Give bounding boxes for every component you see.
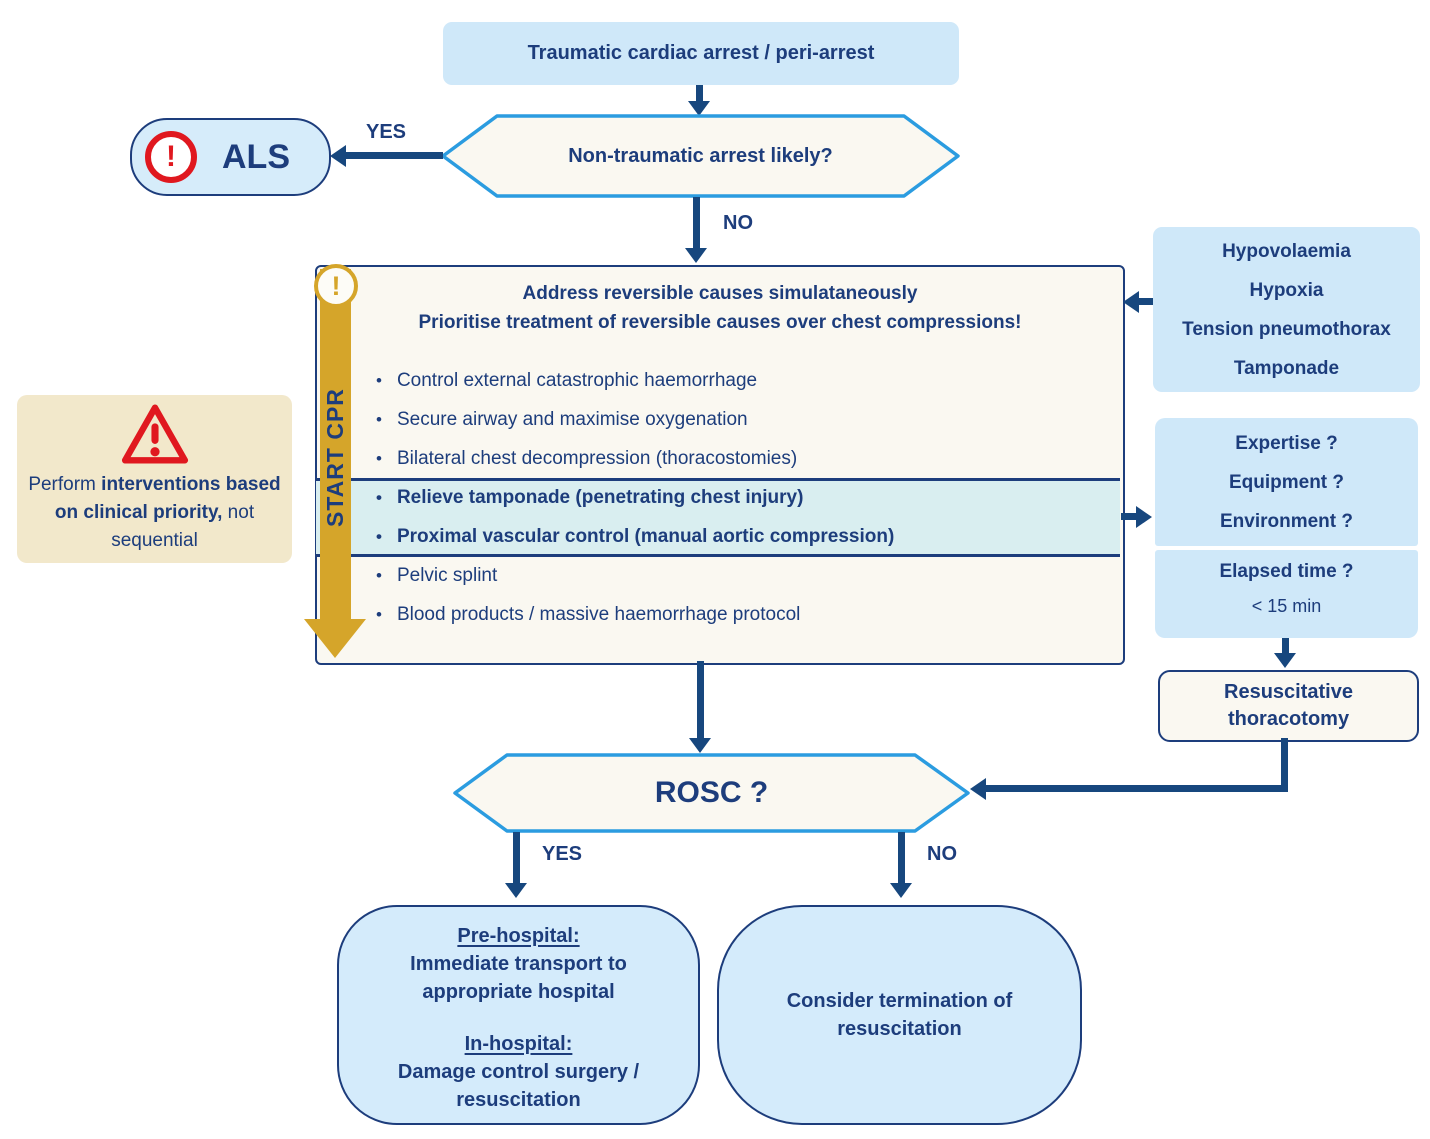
start-box-label: Traumatic cardiac arrest / peri-arrest: [527, 42, 875, 64]
arrowhead-left-icon: [330, 145, 346, 167]
arrowhead-right-icon: [1136, 506, 1152, 528]
reversible-heading: [340, 279, 1100, 337]
cause-hypoxia: Hypoxia: [1249, 279, 1324, 301]
edge-label-rosc-yes: YES: [542, 843, 583, 865]
edge-label-no-main: NO: [723, 212, 753, 234]
bullet-dot-icon: •: [376, 410, 382, 429]
decision-non-traumatic-label: Non-traumatic arrest likely?: [568, 144, 833, 167]
als-label: ALS: [222, 137, 290, 176]
prehospital-title: Pre-hospital:: [457, 925, 580, 947]
feasibility-environment: Environment ?: [1219, 510, 1353, 532]
arrow-segment: [986, 785, 1288, 792]
arrow-segment: [1137, 298, 1153, 305]
bullet-text: Pelvic splint: [396, 565, 498, 586]
heading-line-2: Prioritise treatment of reversible causes over chest compressions!: [418, 312, 1022, 333]
note-suffix: not sequential: [111, 502, 255, 551]
cause-tension-pneumothorax: Tension pneumothorax: [1182, 318, 1391, 340]
bullet-text: Secure airway and maximise oxygenation: [396, 409, 748, 430]
arrow-segment: [513, 832, 520, 885]
bullet-text: Control external catastrophic haemorrhage: [396, 370, 758, 391]
inhospital-title: In-hospital:: [464, 1033, 573, 1055]
bullet-text: Relieve tamponade (penetrating chest injury): [396, 487, 804, 508]
start-box: [443, 22, 959, 85]
arrowhead-down-icon: [1274, 653, 1296, 668]
cpr-exclamation-circle-icon: [314, 264, 358, 308]
edge-label-rosc-no: NO: [927, 843, 957, 865]
thoracotomy-label: Resuscitative thoracotomy: [1224, 681, 1353, 730]
bullet-text: Blood products / massive haemorrhage protocol: [396, 604, 801, 625]
inhospital-body: Damage control surgery / resuscitation: [397, 1061, 640, 1111]
bullet-item: [376, 368, 757, 394]
bullet-dot-icon: •: [376, 527, 382, 546]
prehospital-body: Immediate transport to appropriate hospital: [410, 953, 627, 1003]
bullet-text: Bilateral chest decompression (thoracostomies): [396, 448, 798, 469]
arrow-segment: [345, 152, 443, 159]
arrowhead-down-icon: [890, 883, 912, 898]
bullet-item: [376, 446, 797, 472]
arrowhead-left-icon: [1123, 291, 1139, 313]
note-bold: interventions based on clinical priority,: [54, 474, 281, 523]
cause-hypovolaemia: Hypovolaemia: [1222, 240, 1351, 262]
arrowhead-left-icon: [970, 778, 986, 800]
arrowhead-down-icon: [505, 883, 527, 898]
reversible-causes-list-box: [1153, 227, 1420, 392]
bullet-item: [376, 407, 748, 433]
bullet-dot-icon: •: [376, 371, 382, 390]
cause-tamponade: Tamponade: [1233, 357, 1340, 379]
arrowhead-down-icon: [689, 738, 711, 753]
feasibility-box: [1155, 418, 1418, 546]
bullet-dot-icon: •: [376, 488, 382, 507]
bullet-item-highlighted: [376, 485, 803, 511]
arrow-segment: [693, 197, 700, 250]
cpr-banner-label: START CPR: [322, 388, 348, 528]
warning-triangle-icon: [119, 402, 191, 466]
elapsed-time-box: [1155, 550, 1418, 638]
rosc-yes-outcome-box: [337, 905, 700, 1125]
arrowhead-down-icon: [685, 248, 707, 263]
exclamation-circle-icon: [145, 131, 197, 183]
thoracotomy-box: [1158, 670, 1419, 742]
feasibility-expertise: Expertise ?: [1235, 432, 1338, 454]
elapsed-time-title: Elapsed time ?: [1219, 561, 1354, 582]
cpr-exclamation-glyph: !: [331, 270, 341, 301]
exclamation-glyph: !: [166, 140, 176, 173]
arrow-segment: [1281, 738, 1288, 792]
rosc-no-label: Consider termination of resuscitation: [786, 990, 1013, 1040]
cpr-banner-bar: [320, 269, 351, 619]
elapsed-time-value: < 15 min: [1251, 596, 1322, 616]
arrow-segment: [898, 832, 905, 885]
decision-rosc-label: ROSC ?: [654, 776, 769, 809]
priority-note-box: [17, 395, 292, 563]
edge-label-yes-als: YES: [366, 121, 407, 143]
cpr-banner-arrowhead-icon: [304, 619, 366, 658]
rosc-no-outcome-box: [717, 905, 1082, 1125]
priority-note-text: [17, 471, 292, 555]
note-prefix: Perform: [28, 474, 102, 495]
als-box: [130, 118, 331, 196]
feasibility-equipment: Equipment ?: [1228, 471, 1345, 493]
arrow-segment: [697, 661, 704, 740]
bullet-item: [376, 602, 800, 628]
bullet-dot-icon: •: [376, 449, 382, 468]
bullet-item: [376, 563, 497, 589]
bullet-dot-icon: •: [376, 566, 382, 585]
spacer: [339, 1006, 698, 1030]
heading-line-1: Address reversible causes simulataneously: [522, 283, 918, 304]
bullet-dot-icon: •: [376, 605, 382, 624]
bullet-text: Proximal vascular control (manual aortic compression): [396, 526, 895, 547]
bullet-item-highlighted: [376, 524, 894, 550]
